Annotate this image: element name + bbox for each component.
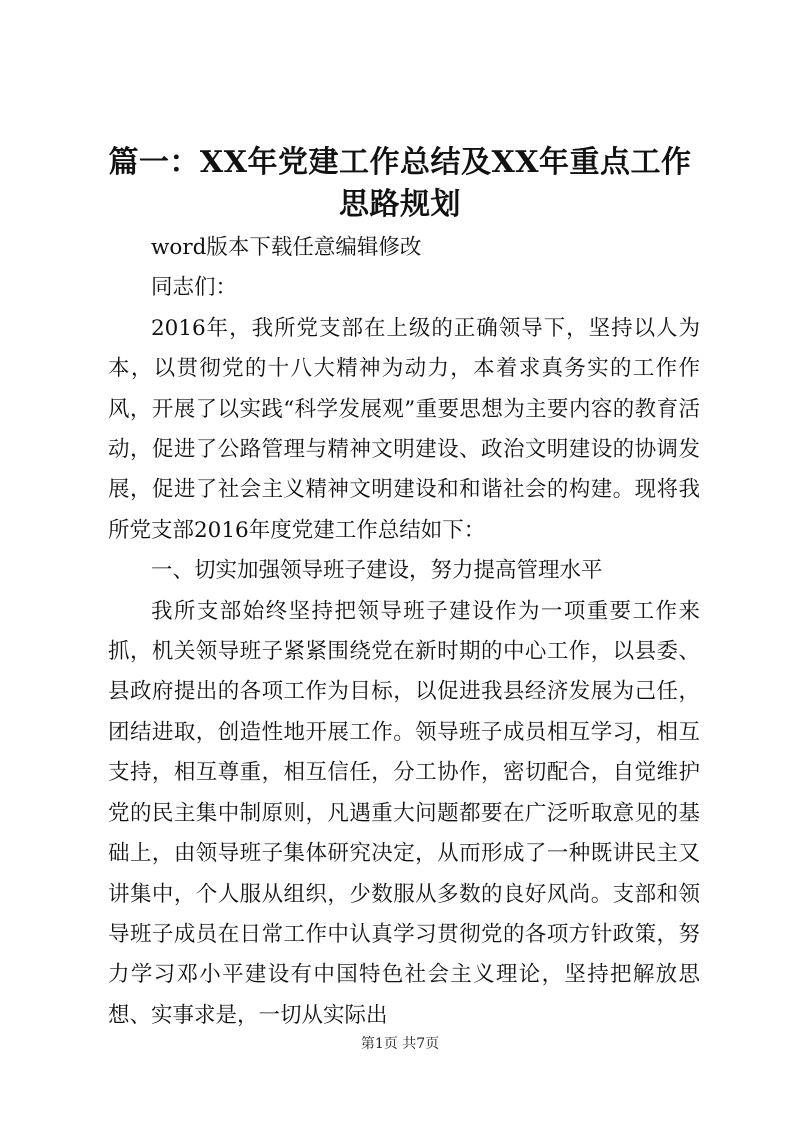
section-1-paragraph: 我所支部始终坚持把领导班子建设作为一项重要工作来抓，机关领导班子紧紧围绕党在新时期的中心工作，以县委、县政府提出的各项工作为目标，以促进我县经济发展为己任，团结进取，创造性地开展工作。领导班子成员相互学习，相互支持，相互尊重，相互信任，分工协作，密切配合，自觉维护党的民主集中制原则，凡遇重大问题都要在广泛听取意见的基础上，由领导班子集体研究决定，从而形成了一种既讲民主又讲集中，个人服从组织，少数服从多数的良好风尚。支部和领导班子成员在日常工作中认真学习贯彻党的各项方针政策，努力学习邓小平建设有中国特色社会主义理论，坚持把解放思想、实事求是，一切从实际出 [108, 598, 700, 1028]
document-title: 篇一：XX年党建工作总结及XX年重点工作思路规划 [108, 145, 692, 222]
document-body [108, 228, 700, 1036]
page-number-footer: 第1页 共7页 [360, 1036, 440, 1052]
section-heading-1: 一、切实加强领导班子建设，努力提高管理水平 [151, 558, 603, 584]
download-note: word版本下载任意编辑修改 [151, 235, 422, 260]
intro-paragraph: 2016年，我所党支部在上级的正确领导下，坚持以人为本，以贯彻党的十八大精神为动力，本着求真务实的工作作风，开展了以实践“科学发展观”重要思想为主要内容的教育活动，促进了公路管理与精神文明建设、政治文明建设的协调发展，促进了社会主义精神文明建设和和谐社会的构建。现将我所党支部2016年度党建工作总结如下： [108, 315, 700, 543]
salutation: 同志们： [151, 275, 238, 301]
